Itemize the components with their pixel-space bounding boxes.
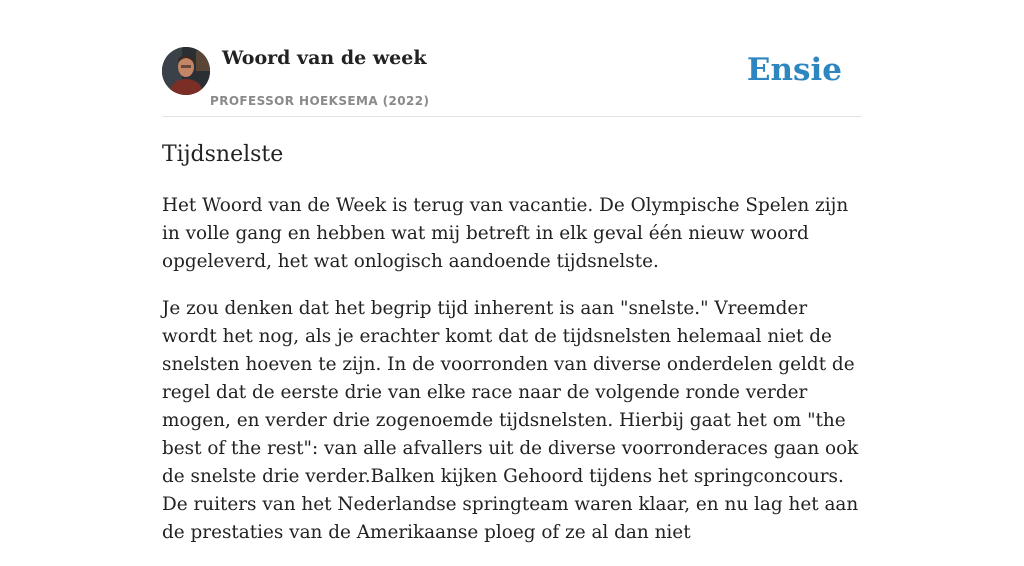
author-byline[interactable]: PROFESSOR HOEKSEMA (2022) — [210, 94, 430, 108]
article-paragraph: Je zou denken dat het begrip tijd inherent is aan "snelste." Vreemder wordt het nog, als je erachter komt dat de tijdsnelsten helemaal niet de snelsten hoeven te zijn. In de voorronden van diverse onderdelen geldt de regel dat de eerste drie van elke race naar de volgende ronde verder mogen, en verder drie zogenoemde tijdsnelsten. Hierbij gaat het om "the best of the rest": van alle afvallers uit de diverse voorronderaces gaan ook de snelste drie verder.Balken kijken Gehoord tijdens het springconcours. De ruiters van het Nederlandse springteam waren klaar, en nu lag het aan de prestaties van de Amerikaanse ploeg of ze al dan niet — [162, 298, 859, 543]
article-header — [162, 0, 862, 117]
article-paragraph: Het Woord van de Week is terug van vacantie. De Olympische Spelen zijn in volle gang en hebben wat mij betreft in elk geval één nieuw woord opgeleverd, het wat onlogisch aandoende tijdsnelste. — [162, 195, 849, 272]
brand-logo[interactable]: Ensie — [746, 52, 842, 88]
author-photo — [162, 47, 210, 95]
series-title[interactable]: Woord van de week — [222, 47, 427, 69]
author-avatar[interactable] — [162, 47, 210, 95]
article-body — [162, 192, 862, 566]
article-title: Tijdsnelste — [162, 142, 284, 167]
page — [162, 0, 862, 543]
